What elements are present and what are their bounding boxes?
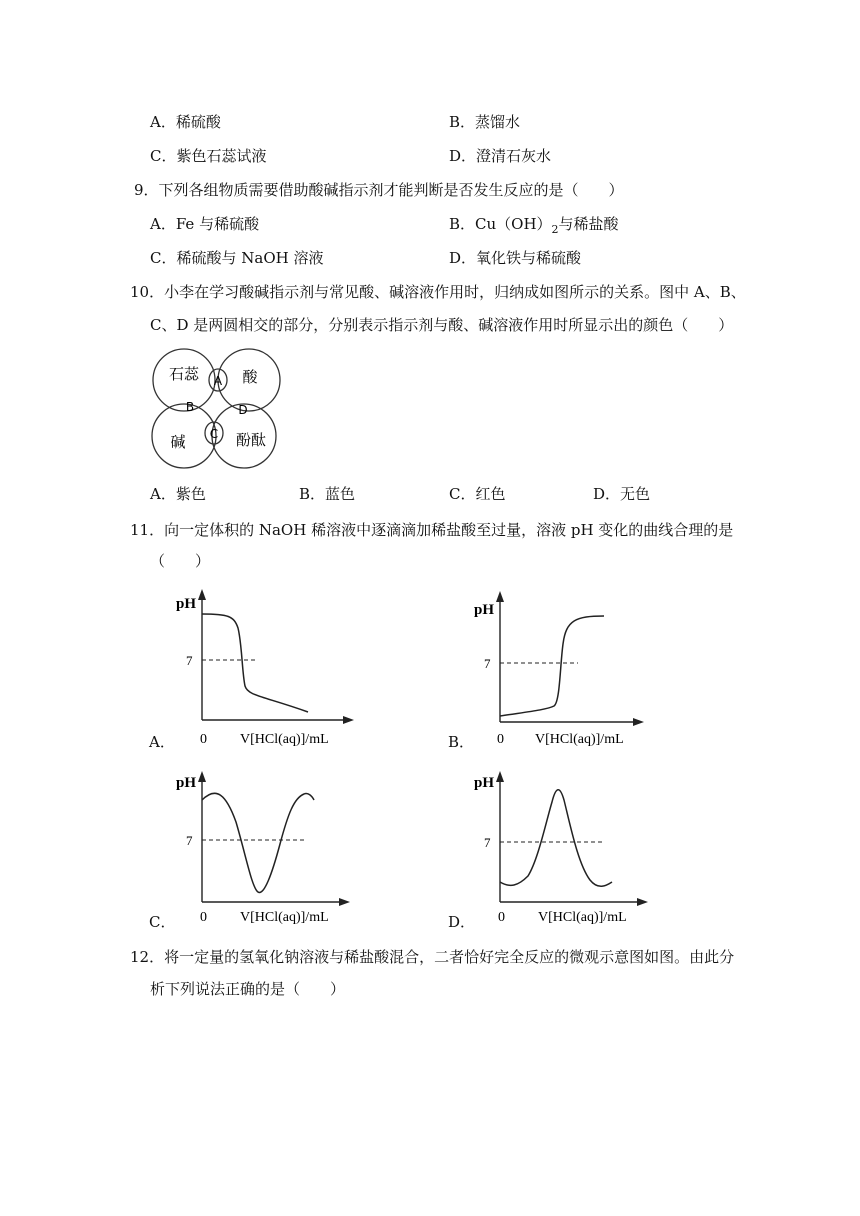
venn-region-b: B (185, 400, 195, 414)
q10-option-a[interactable]: A．紫色 (150, 485, 206, 503)
q11-graph-c-seven: 7 (186, 833, 193, 848)
q11-graph-d[interactable] (466, 764, 666, 934)
q11-stem-line1: 11．向一定体积的 NaOH 稀溶液中逐滴滴加稀盐酸至过量，溶液 pH 变化的曲线合理的是 (130, 521, 734, 539)
q9-stem: 9．下列各组物质需要借助酸碱指示剂才能判断是否发生反应的是（ ） (134, 181, 624, 199)
q11-graph-a-xlabel: V[HCl(aq)]/mL (240, 732, 329, 747)
q9-option-b-suffix: 与稀盐酸 (558, 215, 619, 233)
venn-label-base: 碱 (170, 433, 186, 451)
venn-label-litmus: 石蕊 (168, 365, 200, 383)
q11-graph-a[interactable] (168, 586, 368, 756)
q11-graph-c-origin: 0 (200, 910, 207, 925)
q9-option-c[interactable]: C．稀硫酸与 NaOH 溶液 (150, 249, 324, 267)
venn-region-c: C (209, 427, 219, 441)
q9-option-a[interactable]: A．Fe 与稀硫酸 (150, 215, 260, 233)
q11-graph-a-seven: 7 (186, 653, 193, 668)
q11-graph-b-ylabel: pH (474, 602, 495, 618)
q11-curve-c (202, 793, 314, 892)
q8-option-b[interactable]: B．蒸馏水 (449, 113, 521, 131)
q11-graph-c-xlabel: V[HCl(aq)]/mL (240, 910, 329, 925)
q11-graph-a-ylabel: pH (176, 596, 197, 612)
q11-graph-c-ylabel: pH (176, 775, 197, 791)
venn-region-d: D (238, 403, 248, 417)
q10-option-d[interactable]: D．无色 (593, 485, 651, 503)
q11-graph-d-origin: 0 (498, 910, 505, 925)
q8-option-c[interactable]: C．紫色石蕊试液 (150, 147, 267, 165)
q10-stem-line2: C、D 是两圆相交的部分，分别表示指示剂与酸、碱溶液作用时所显示出的颜色（ ） (150, 316, 734, 334)
q10-option-c[interactable]: C．红色 (449, 485, 506, 503)
q11-option-b-label[interactable]: B． (448, 733, 475, 751)
venn-diagram (148, 344, 284, 474)
q9-option-b-prefix: B．Cu（OH） (449, 215, 552, 233)
q11-curve-b (500, 616, 604, 716)
q11-graph-b[interactable] (466, 586, 666, 756)
q11-curve-a (202, 614, 308, 712)
q11-graph-b-xlabel: V[HCl(aq)]/mL (535, 732, 624, 747)
venn-label-acid: 酸 (242, 368, 258, 386)
q10-stem-line1: 10．小李在学习酸碱指示剂与常见酸、碱溶液作用时，归纳成如图所示的关系。图中 A、B、 (130, 283, 746, 301)
q10-option-b[interactable]: B．蓝色 (299, 485, 356, 503)
q11-option-a-label[interactable]: A． (149, 733, 175, 751)
q11-graph-d-ylabel: pH (474, 775, 495, 791)
q11-graph-b-origin: 0 (497, 732, 504, 747)
q9-option-b[interactable] (449, 213, 619, 236)
q11-graph-a-origin: 0 (200, 732, 207, 747)
q11-option-c-label[interactable]: C． (149, 913, 176, 931)
q11-graph-c[interactable] (168, 764, 368, 934)
q11-option-d-label[interactable]: D． (448, 913, 476, 931)
q9-option-b-subscript: 2 (551, 223, 559, 236)
q11-graph-d-seven: 7 (484, 835, 491, 850)
q9-option-d[interactable]: D．氧化铁与稀硫酸 (449, 249, 582, 267)
venn-label-phenolphthalein: 酚酞 (235, 431, 267, 449)
q8-option-a[interactable]: A．稀硫酸 (150, 113, 221, 131)
q8-option-d[interactable]: D．澄清石灰水 (449, 147, 552, 165)
q11-graph-d-xlabel: V[HCl(aq)]/mL (538, 910, 627, 925)
q12-stem-line2: 析下列说法正确的是（ ） (150, 980, 346, 998)
q11-graph-b-seven: 7 (484, 656, 491, 671)
q12-stem-line1: 12．将一定量的氢氧化钠溶液与稀盐酸混合，二者恰好完全反应的微观示意图如图。由此分 (130, 948, 735, 966)
venn-region-a: A (213, 374, 223, 388)
q11-stem-line2: （ ） (150, 552, 211, 570)
q11-curve-d (500, 790, 612, 887)
